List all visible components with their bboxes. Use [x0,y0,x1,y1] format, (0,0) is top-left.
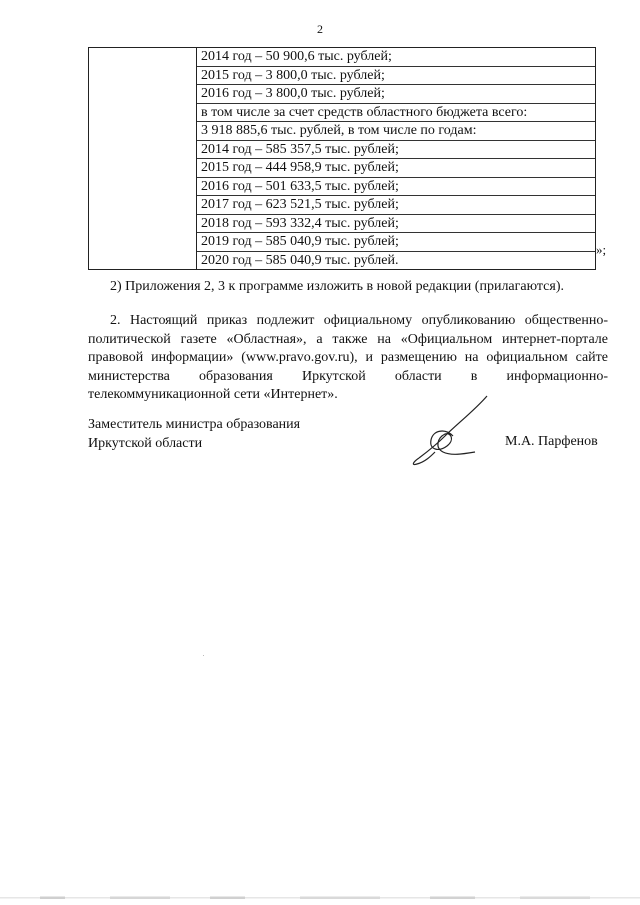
budget-line: 2019 год – 585 040,9 тыс. рублей; [197,233,595,252]
budget-line: 2016 год – 501 633,5 тыс. рублей; [197,178,595,197]
budget-line: 2018 год – 593 332,4 тыс. рублей; [197,215,595,234]
signatory-position-line1: Заместитель министра образования [88,417,301,432]
paragraph-publication: 2. Настоящий приказ подлежит официальному опубликованию общественно-политической газете «Областная», а также на «Официальном интернет-портале правовой информации» (www.pravo.gov.ru), и размещению на официальном сайте министерства образования Иркутской области в информационно-телекоммуникационной сети «Интернет». [88,313,608,402]
budget-line: 3 918 885,6 тыс. рублей, в том числе по годам: [197,122,595,141]
budget-line: 2014 год – 585 357,5 тыс. рублей; [197,141,595,160]
budget-line: 2015 год – 444 958,9 тыс. рублей; [197,159,595,178]
signatory-name: М.А. Парфенов [505,434,598,449]
signatory-position [88,416,300,453]
budget-line: 2016 год – 3 800,0 тыс. рублей; [197,85,595,104]
handwritten-signature-icon [405,392,495,472]
budget-line: в том числе за счет средств областного бюджета всего: [197,104,595,123]
table-left-cell [89,48,197,270]
budget-line: 2017 год – 623 521,5 тыс. рублей; [197,196,595,215]
closing-quote-mark: »; [596,242,607,257]
budget-line: 2020 год – 585 040,9 тыс. рублей. [201,252,399,268]
budget-line: 2014 год – 50 900,6 тыс. рублей; [197,48,595,67]
table-right-cell [197,48,596,270]
page-number: 2 [317,22,323,36]
paragraph-appendices: 2) Приложения 2, 3 к программе изложить в новой редакции (прилагаются). [110,279,564,294]
budget-table [88,47,596,270]
budget-line: 2015 год – 3 800,0 тыс. рублей; [197,67,595,86]
scan-speck [203,655,204,656]
scan-footer-noise [0,896,640,900]
signatory-position-line2: Иркутской области [88,435,203,451]
